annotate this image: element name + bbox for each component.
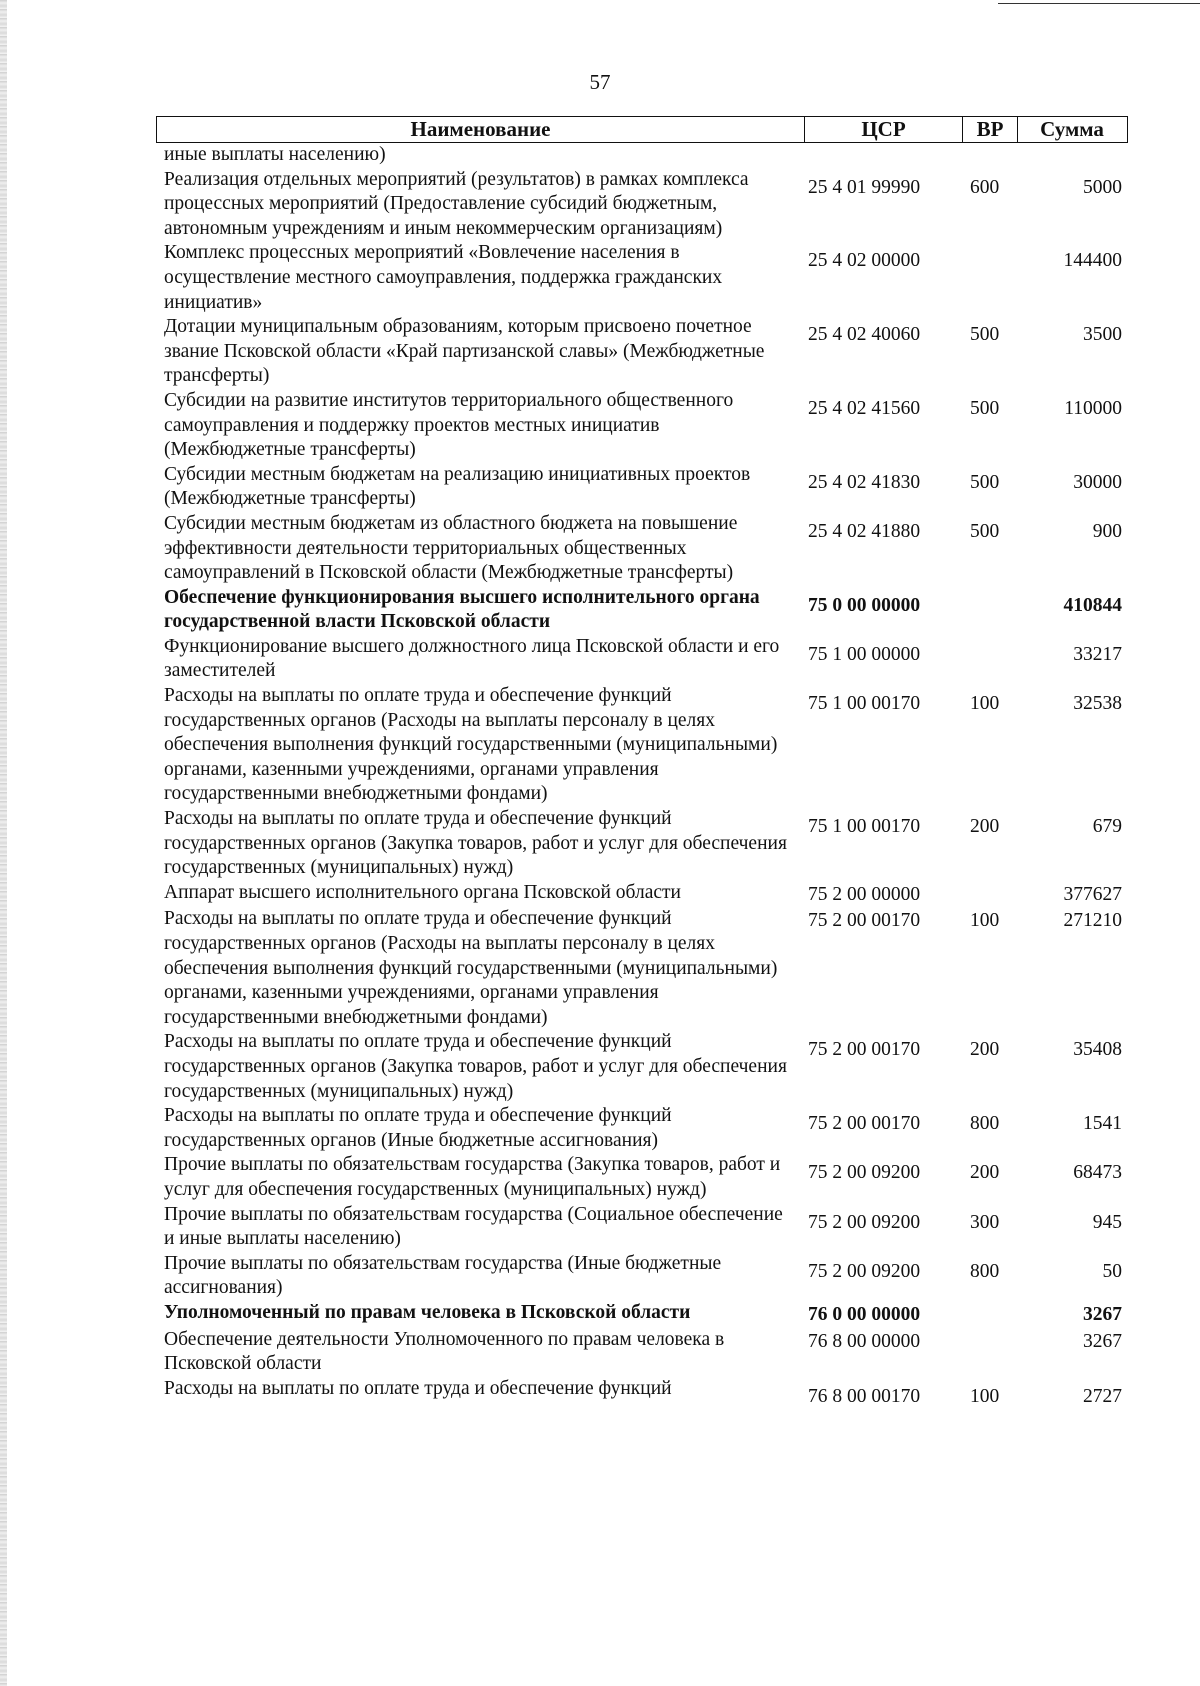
- column-header-vr: ВР: [963, 117, 1018, 142]
- table-row: [164, 168, 1122, 242]
- row-vr: 200: [970, 1162, 1000, 1184]
- row-csr: 25 4 01 99990: [808, 176, 921, 198]
- row-sum: 679: [1092, 816, 1122, 838]
- row-name: Расходы на выплаты по оплате труда и обеспечение функций: [164, 1377, 672, 1399]
- table-row: [164, 807, 1122, 881]
- row-sum: 32538: [1073, 693, 1122, 715]
- table-row-section: [164, 1301, 1122, 1328]
- row-name: Расходы на выплаты по оплате труда и обеспечение функций государственных органов (Расходы на выплаты персоналу в целях обеспечения выполнения функций государственными (муниципальными) органами, казенными учреждениями, органами управления государственными внебюджетными фондами): [164, 908, 778, 1028]
- row-vr: 500: [970, 324, 1000, 346]
- row-vr: 300: [970, 1211, 1000, 1233]
- page-number: 57: [589, 70, 611, 94]
- table-row: [164, 315, 1122, 389]
- row-csr: 75 2 00 00170: [808, 910, 921, 932]
- row-name: Обеспечение функционирования высшего исполнительного органа государственной власти Псковской области: [164, 586, 760, 633]
- row-vr: 600: [970, 176, 1000, 198]
- row-name: Дотации муниципальным образованиям, которым присвоено почетное звание Псковской области «Край партизанской славы» (Межбюджетные трансферты): [164, 316, 765, 387]
- table-row: [164, 512, 1122, 586]
- row-name: Субсидии местным бюджетам на реализацию инициативных проектов (Межбюджетные трансферты): [164, 463, 751, 510]
- column-header-name: Наименование: [157, 117, 805, 142]
- table-row: [164, 684, 1122, 807]
- row-csr: 25 4 02 41880: [808, 520, 921, 542]
- table-row: [164, 1030, 1122, 1104]
- row-vr: 200: [970, 816, 1000, 838]
- row-vr: 100: [970, 693, 1000, 715]
- row-csr: 25 4 02 41560: [808, 397, 921, 419]
- row-vr: 100: [970, 1385, 1000, 1407]
- row-vr: [964, 1301, 1019, 1328]
- row-sum: 2727: [1083, 1385, 1122, 1407]
- row-csr: 75 2 00 00170: [808, 1113, 921, 1135]
- table-row: [164, 1252, 1122, 1301]
- row-csr: 75 1 00 00170: [808, 693, 921, 715]
- row-csr: 75 1 00 00000: [808, 643, 921, 665]
- row-name: Расходы на выплаты по оплате труда и обеспечение функций государственных органов (Расходы на выплаты персоналу в целях обеспечения выполнения функций государственными (муниципальными) органами, казенными учреждениями, органами управления государственными внебюджетными фондами): [164, 685, 778, 805]
- table-row: [164, 1377, 1122, 1410]
- row-sum: 35408: [1073, 1039, 1122, 1061]
- row-sum: 144400: [1063, 250, 1122, 272]
- row-sum: 3500: [1083, 324, 1122, 346]
- row-csr: 25 4 02 40060: [808, 324, 921, 346]
- table-row: [164, 241, 1122, 315]
- row-name: иные выплаты населению): [164, 144, 386, 165]
- row-name: Уполномоченный по правам человека в Псковской области: [164, 1301, 691, 1323]
- row-csr: 76 0 00 00000: [808, 1303, 921, 1325]
- row-sum: 110000: [1064, 397, 1122, 419]
- row-sum: 410844: [1063, 594, 1122, 616]
- row-sum: 33217: [1073, 643, 1122, 665]
- table-row: [164, 389, 1122, 463]
- table-row: [164, 1328, 1122, 1377]
- row-sum: 5000: [1083, 176, 1122, 198]
- row-csr: 75 2 00 00170: [808, 1039, 921, 1061]
- row-name: Расходы на выплаты по оплате труда и обеспечение функций государственных органов (Иные бюджетные ассигнования): [164, 1105, 672, 1151]
- row-vr: [964, 241, 1019, 315]
- row-sum: 50: [1102, 1260, 1122, 1282]
- column-header-sum: Сумма: [1040, 117, 1104, 141]
- row-name: Функционирование высшего должностного лица Псковской области и его заместителей: [164, 635, 780, 682]
- row-vr: [964, 635, 1019, 684]
- row-name: Расходы на выплаты по оплате труда и обеспечение функций государственных органов (Закупка товаров, работ и услуг для обеспечения государственных (муниципальных) нужд): [164, 1031, 787, 1102]
- row-name: Субсидии на развитие институтов территориального общественного самоуправления и поддержку проектов местных инициатив (Межбюджетные трансферты): [164, 389, 734, 461]
- row-csr: 75 2 00 09200: [808, 1211, 921, 1233]
- row-sum: 377627: [1063, 883, 1122, 905]
- row-name: Прочие выплаты по обязательствам государства (Закупка товаров, работ и услуг для обеспечения государственных (муниципальных) нужд): [164, 1154, 781, 1200]
- table-row: [164, 881, 1122, 908]
- row-csr: 75 1 00 00170: [808, 816, 921, 838]
- row-csr: 25 4 02 00000: [808, 250, 921, 272]
- row-name: Комплекс процессных мероприятий «Вовлечение населения в осуществление местного самоуправления, поддержка гражданских инициатив»: [164, 242, 723, 313]
- row-sum: 1541: [1083, 1113, 1122, 1135]
- row-sum: [1019, 143, 1122, 168]
- row-vr: 800: [970, 1113, 1000, 1135]
- table-header: [156, 116, 1128, 143]
- table-row: [164, 1153, 1122, 1202]
- row-sum: 900: [1092, 520, 1122, 542]
- row-sum: 68473: [1073, 1162, 1122, 1184]
- row-csr: [804, 143, 964, 168]
- row-vr: [964, 143, 1019, 168]
- row-name: Прочие выплаты по обязательствам государства (Иные бюджетные ассигнования): [164, 1252, 722, 1299]
- row-sum: 30000: [1073, 471, 1122, 493]
- row-vr: [964, 586, 1019, 635]
- row-sum: 271210: [1063, 910, 1122, 932]
- row-sum: 3267: [1083, 1303, 1122, 1325]
- row-vr: 800: [970, 1260, 1000, 1282]
- row-csr: 76 8 00 00000: [808, 1330, 921, 1352]
- scan-edge: [0, 0, 7, 1686]
- column-header-csr: ЦСР: [805, 117, 963, 142]
- row-name: Прочие выплаты по обязательствам государства (Социальное обеспечение и иные выплаты населению): [164, 1203, 783, 1250]
- row-vr: 200: [970, 1039, 1000, 1061]
- row-sum: 3267: [1083, 1330, 1122, 1352]
- table-body: [164, 143, 1122, 1409]
- row-csr: 75 2 00 09200: [808, 1162, 921, 1184]
- row-csr: 76 8 00 00170: [808, 1385, 921, 1407]
- table-row: [164, 463, 1122, 512]
- row-vr: 500: [970, 397, 1000, 419]
- table-row-section: [164, 586, 1122, 635]
- row-sum: 945: [1092, 1211, 1122, 1233]
- row-name: Субсидии местным бюджетам из областного бюджета на повышение эффективности деятельности территориальных общественных самоуправлений в Псковской области (Межбюджетные трансферты): [164, 512, 738, 584]
- row-vr: [964, 1328, 1019, 1377]
- row-vr: 500: [970, 520, 1000, 542]
- table-row: [164, 143, 1122, 168]
- table-row: [164, 1203, 1122, 1252]
- row-csr: 75 2 00 09200: [808, 1260, 921, 1282]
- row-csr: 25 4 02 41830: [808, 471, 921, 493]
- table-row: [164, 635, 1122, 684]
- table-row: [164, 1104, 1122, 1153]
- row-name: Расходы на выплаты по оплате труда и обеспечение функций государственных органов (Закупка товаров, работ и услуг для обеспечения государственных (муниципальных) нужд): [164, 808, 787, 879]
- row-vr: 500: [970, 471, 1000, 493]
- row-vr: 100: [970, 910, 1000, 932]
- top-rule: [998, 3, 1200, 4]
- row-csr: 75 0 00 00000: [808, 594, 921, 616]
- row-name: Аппарат высшего исполнительного органа Псковской области: [164, 881, 681, 903]
- row-vr: [964, 881, 1019, 908]
- row-csr: 75 2 00 00000: [808, 883, 921, 905]
- row-name: Обеспечение деятельности Уполномоченного по правам человека в Псковской области: [164, 1328, 725, 1375]
- row-name: Реализация отдельных мероприятий (результатов) в рамках комплекса процессных мероприятий (Предоставление субсидий бюджетным, автономным учреждениям и иным некоммерческим организациям): [164, 168, 749, 239]
- table-row: [164, 907, 1122, 1030]
